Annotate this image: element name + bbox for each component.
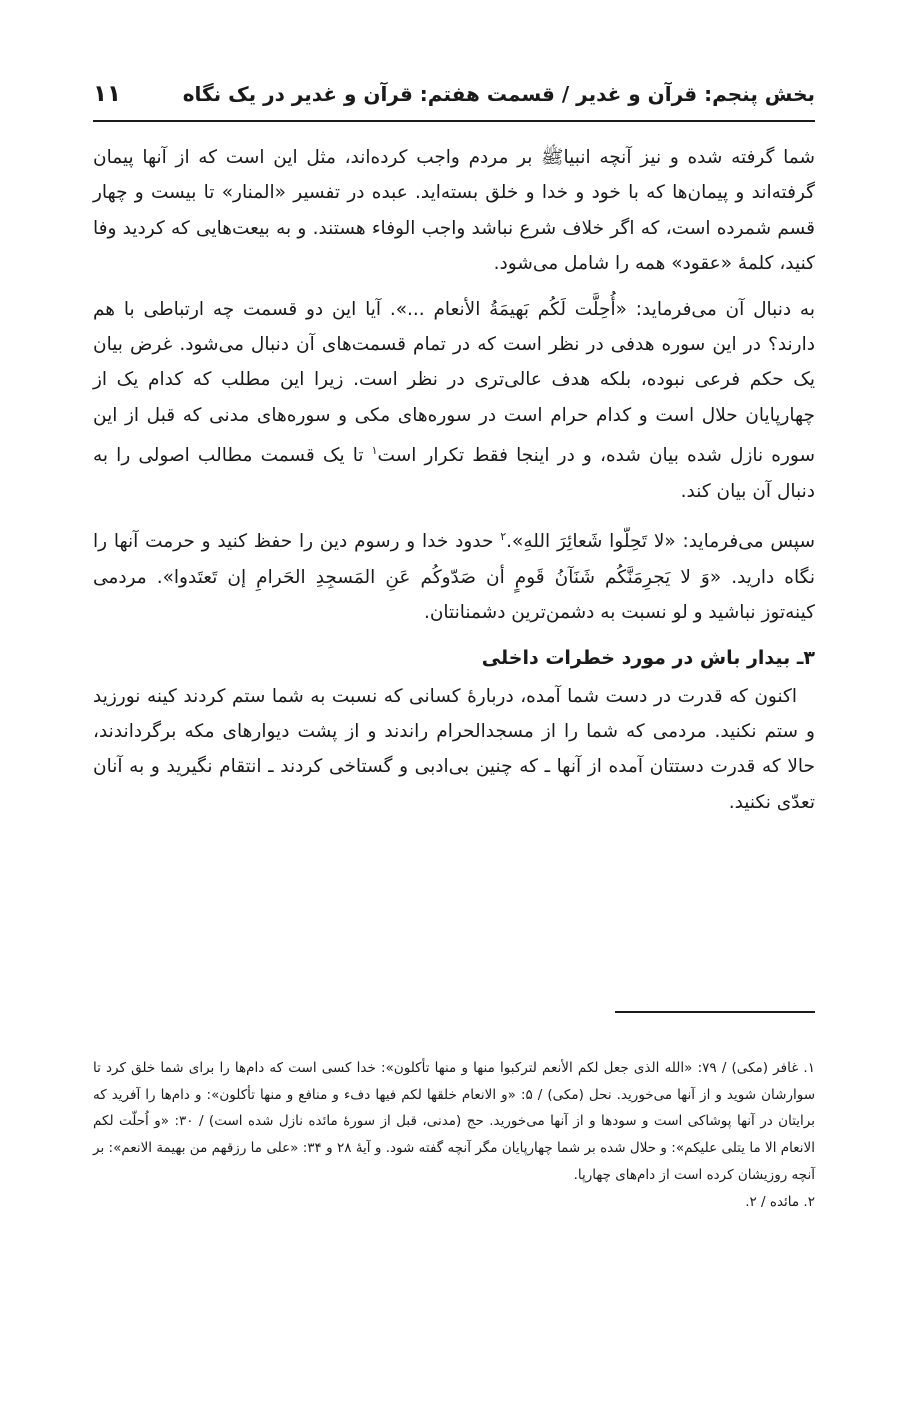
- paragraph-3-quote: سپس می‌فرماید: «لا تَحِلّوا شَعائِرَ اللهِ».: [506, 531, 816, 553]
- section-heading: ۳ـ بیدار باش در مورد خطرات داخلی: [481, 646, 815, 669]
- paragraph-1: شما گرفته شده و نیز آنچه انبیاﷺ بر مردم واجب کرده‌اند، مثل این است که از آنها پیمان گرفته‌اند و پیمان‌ها که با خود و خدا و خلق بسته‌اید. عبده در تفسیر «المنار» تا بیست و چهار قسم شمرده است، که اگر خلاف شرع نباشد واجب الوفاء هستند. و به بیعت‌هایی که کردید وفا کنید، کلمهٔ «عقود» همه را شامل می‌شود.: [93, 147, 815, 275]
- footnote-1: ۱. غافر (مکی) / ۷۹: «الله الذی جعل لکم الأنعم لترکبوا منها و منها تأکلون»: خدا کسی است که دام‌ها را برای شما خلق کرد تا سوارشان شوید و از آنها می‌خورید. نحل (مکی) / ۵: «و الانعام خلقها لکم فیها دفء و منافع و منها تأکلون»: و دام‌ها را آفرید که برایتان در آنها پوشاکی است و سودها و از آنها می‌خورید. حج (مدنی، قبل از سورهٔ مائده نازل شده است) / ۳۰: «و اُحلّت لکم الانعام الا ما یتلی علیکم»: و حلال شده بر شما چهارپایان مگر آنچه گفته شود. و آیهٔ ۲۸ و ۳۴: «علی ما رزقهم من بهیمة الانعم»: بر آنچه روزیشان کرده است از دام‌های چهارپا.: [93, 1060, 816, 1183]
- paragraph-4: اکنون که قدرت در دست شما آمده، دربارهٔ کسانی که نسبت به شما ستم کردند کینه نورزید و ستم نکنید. مردمی که شما را از مسجدالحرام راندند و از پشت دیوارهای مکه برگرداندند، حالا که قدرت دستتان آمده از آنها ـ که چنین بی‌ادبی و گستاخی کردند ـ انتقام نگیرید و به آنان تعدّی نکنید.: [93, 685, 815, 813]
- main-text: [93, 140, 815, 830]
- page-header: [93, 70, 815, 118]
- paragraph-3-text: حدود خدا و رسوم دین را حفظ کنید و حرمت آنها را نگاه دارید. «وَ لا یَجرِمَنَّکُم شَنَآنُ قَومٍ أن صَدّوکُم عَنِ المَسجِدِ الحَرامِ إن تَعتَدوا». مردمی کینه‌توز نباشید و لو نسبت به دشمن‌ترین دشمنانتان.: [93, 531, 815, 624]
- page-number: ۱۱: [93, 81, 122, 107]
- footnote-ref-2: ۲: [500, 530, 507, 544]
- footnote-rule: [615, 1011, 815, 1013]
- footnote-ref-1: ۱: [371, 444, 378, 458]
- header-rule: [93, 120, 815, 122]
- running-title: بخش پنجم: قرآن و غدیر / قسمت هفتم: قرآن و غدیر در یک نگاه: [182, 82, 815, 106]
- paragraph-2-end: تا یک قسمت مطالب اصولی را به دنبال آن بیان کند.: [93, 445, 815, 502]
- paragraph-2: [93, 292, 815, 510]
- footnote-2: ۲. مائده / ۲.: [745, 1193, 815, 1210]
- paragraph-2-text: به دنبال آن می‌فرماید: «أُحِلَّت لَکُم بَهیمَةُ الأنعام ...». آیا این دو قسمت چه ارتباطی با هم دارند؟ در این سوره هدفی در نظر است که در تمام قسمت‌های آن دنبال می‌شود. غرض بیان یک حکم فرعی نبوده، بلکه هدف عالی‌تری در نظر است. زیرا این مطلب که کدام یک از چهارپایان حلال است و کدام حرام است در سوره‌های مکی و سوره‌های مدنی که قبل از این سوره نازل شده بیان شده، و در اینجا فقط تکرار است: [93, 298, 815, 467]
- footnotes: [93, 1055, 815, 1215]
- paragraph-3: [93, 519, 815, 630]
